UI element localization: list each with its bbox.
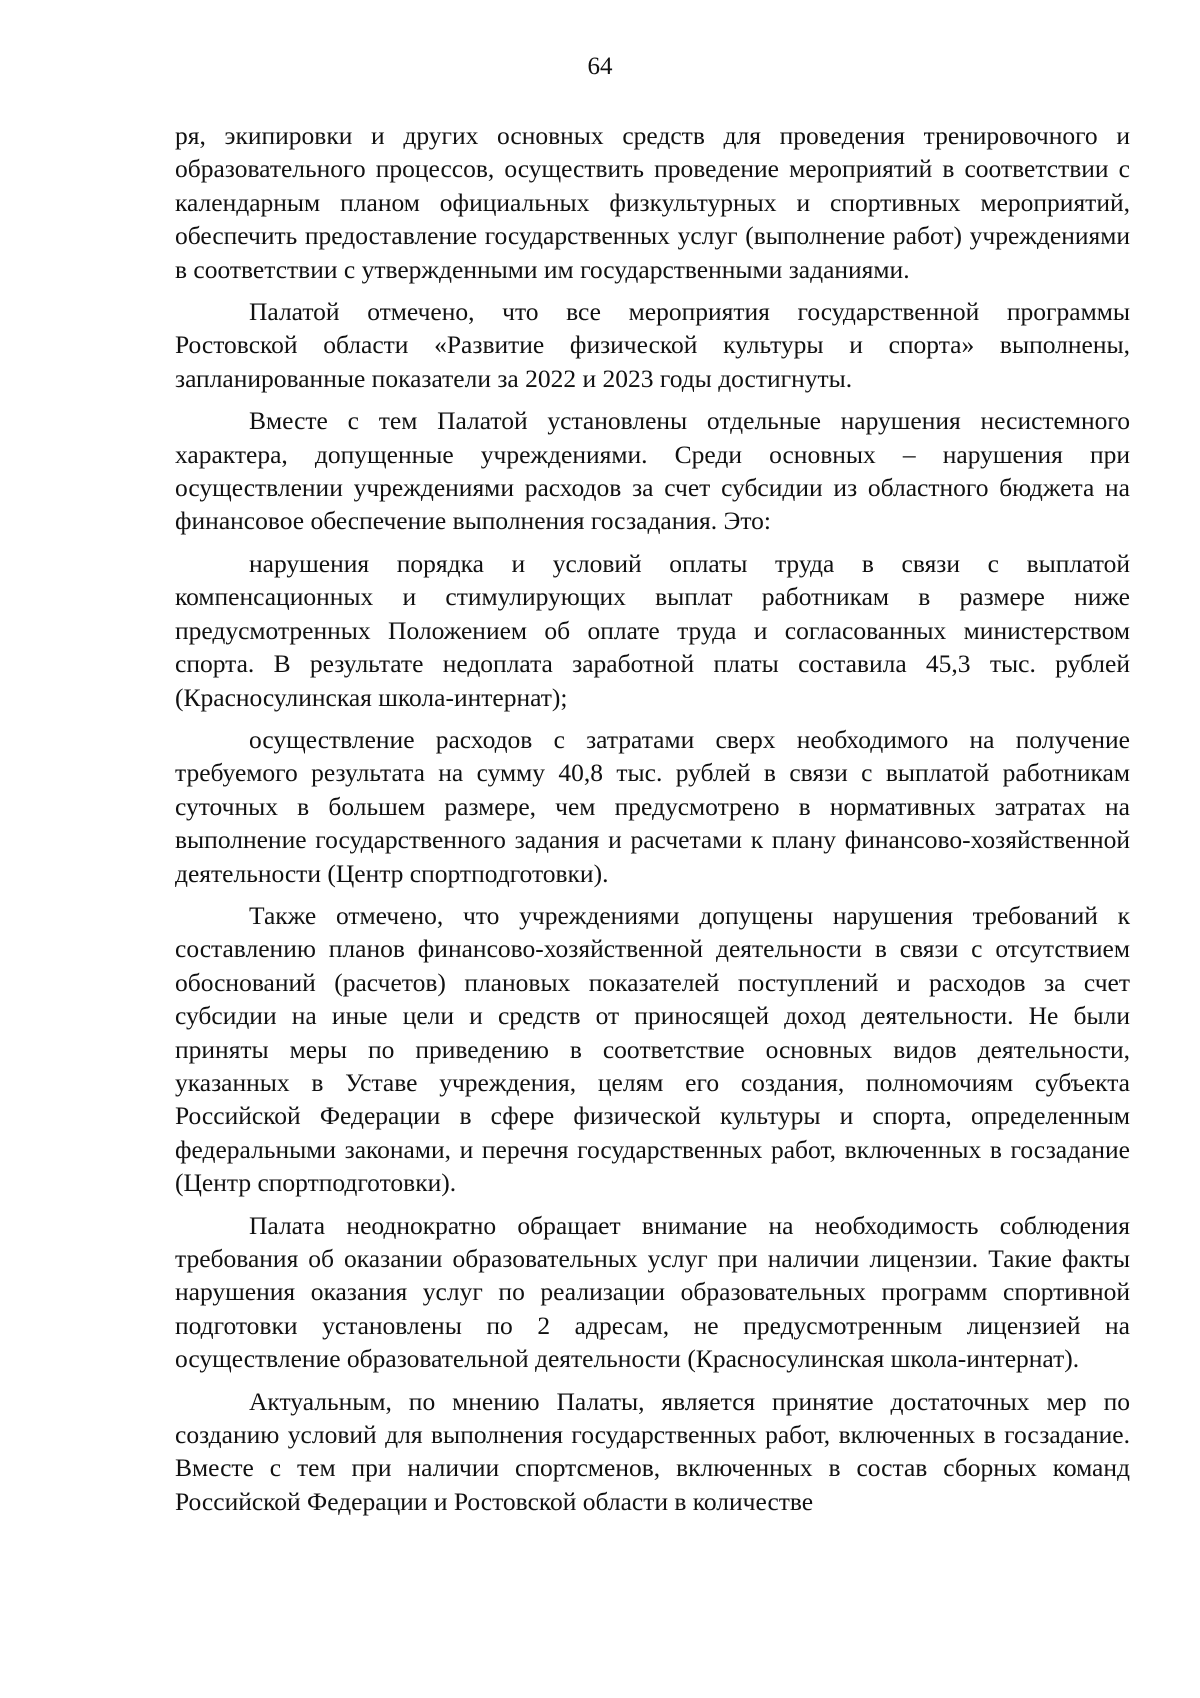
paragraph-state-works: Актуальным, по мнению Палаты, является принятие достаточных мер по созданию условий для выполнения государственных работ, включенных в госзадание. Вместе с тем при наличии спортсменов, включенных в состав сборных команд Российской Федерации и Ростовской области в количестве — [175, 1386, 1130, 1516]
page-number: 64 — [587, 53, 613, 80]
paragraph-continuation: ря, экипировки и других основных средств для проведения тренировочного и образовательного процессов, осуществить проведение мероприятий в соответствии с календарным планом официальных физкультурных и спортивных мероприятий, обеспечить предоставление государственных услуг (выполнение работ) учреждениями в соответствии с утвержденными им государственными заданиями. — [175, 121, 1130, 284]
paragraph-planning-violations: Также отмечено, что учреждениями допущены нарушения требований к составлению планов финансово-хозяйственной деятельности в связи с отсутствием обоснований (расчетов) плановых показателей поступлений и расходов за счет субсидии на иные цели и средств от приносящей доход деятельности. Не были приняты меры по приведению в соответствие основных видов деятельности, указанных в Уставе учреждения, целям его создания, полномочиям субъекта Российской Федерации в сфере физической культуры и спорта, определенным федеральными законами, и перечня государственных работ, включенных в госзадание (Центр спортподготовки). — [175, 900, 1130, 1198]
document-body — [175, 119, 1130, 1518]
paragraph-wage-violations: нарушения порядка и условий оплаты труда в связи с выплатой компенсационных и стимулирующих выплат работникам в размере ниже предусмотренных Положением об оплате труда и согласованных министерством спорта. В результате недоплата заработной платы составила 45,3 тыс. рублей (Красносулинская школа-интернат); — [175, 548, 1130, 712]
paragraph-violations-intro: Вместе с тем Палатой установлены отдельные нарушения несистемного характера, допущенные учреждениями. Среди основных – нарушения при осуществлении учреждениями расходов за счет субсидии из областного бюджета на финансовое обеспечение выполнения госзадания. Это: — [175, 406, 1130, 536]
paragraph-program-results: Палатой отмечено, что все мероприятия государственной программы Ростовской области «Развитие физической культуры и спорта» выполнены, запланированные показатели за 2022 и 2023 годы достигнуты. — [175, 297, 1130, 393]
paragraph-excess-expenses: осуществление расходов с затратами сверх необходимого на получение требуемого результата на сумму 40,8 тыс. рублей в связи с выплатой работникам суточных в большем размере, чем предусмотрено в нормативных затратах на выполнение государственного задания и расчетами к плану финансово-хозяйственной деятельности (Центр спортподготовки). — [175, 724, 1130, 888]
paragraph-license-requirement: Палата неоднократно обращает внимание на необходимость соблюдения требования об оказании образовательных услуг при наличии лицензии. Такие факты нарушения оказания услуг по реализации образовательных программ спортивной подготовки установлены по 2 адресам, не предусмотренным лицензией на осуществление образовательной деятельности (Красносулинская школа-интернат). — [175, 1210, 1130, 1374]
